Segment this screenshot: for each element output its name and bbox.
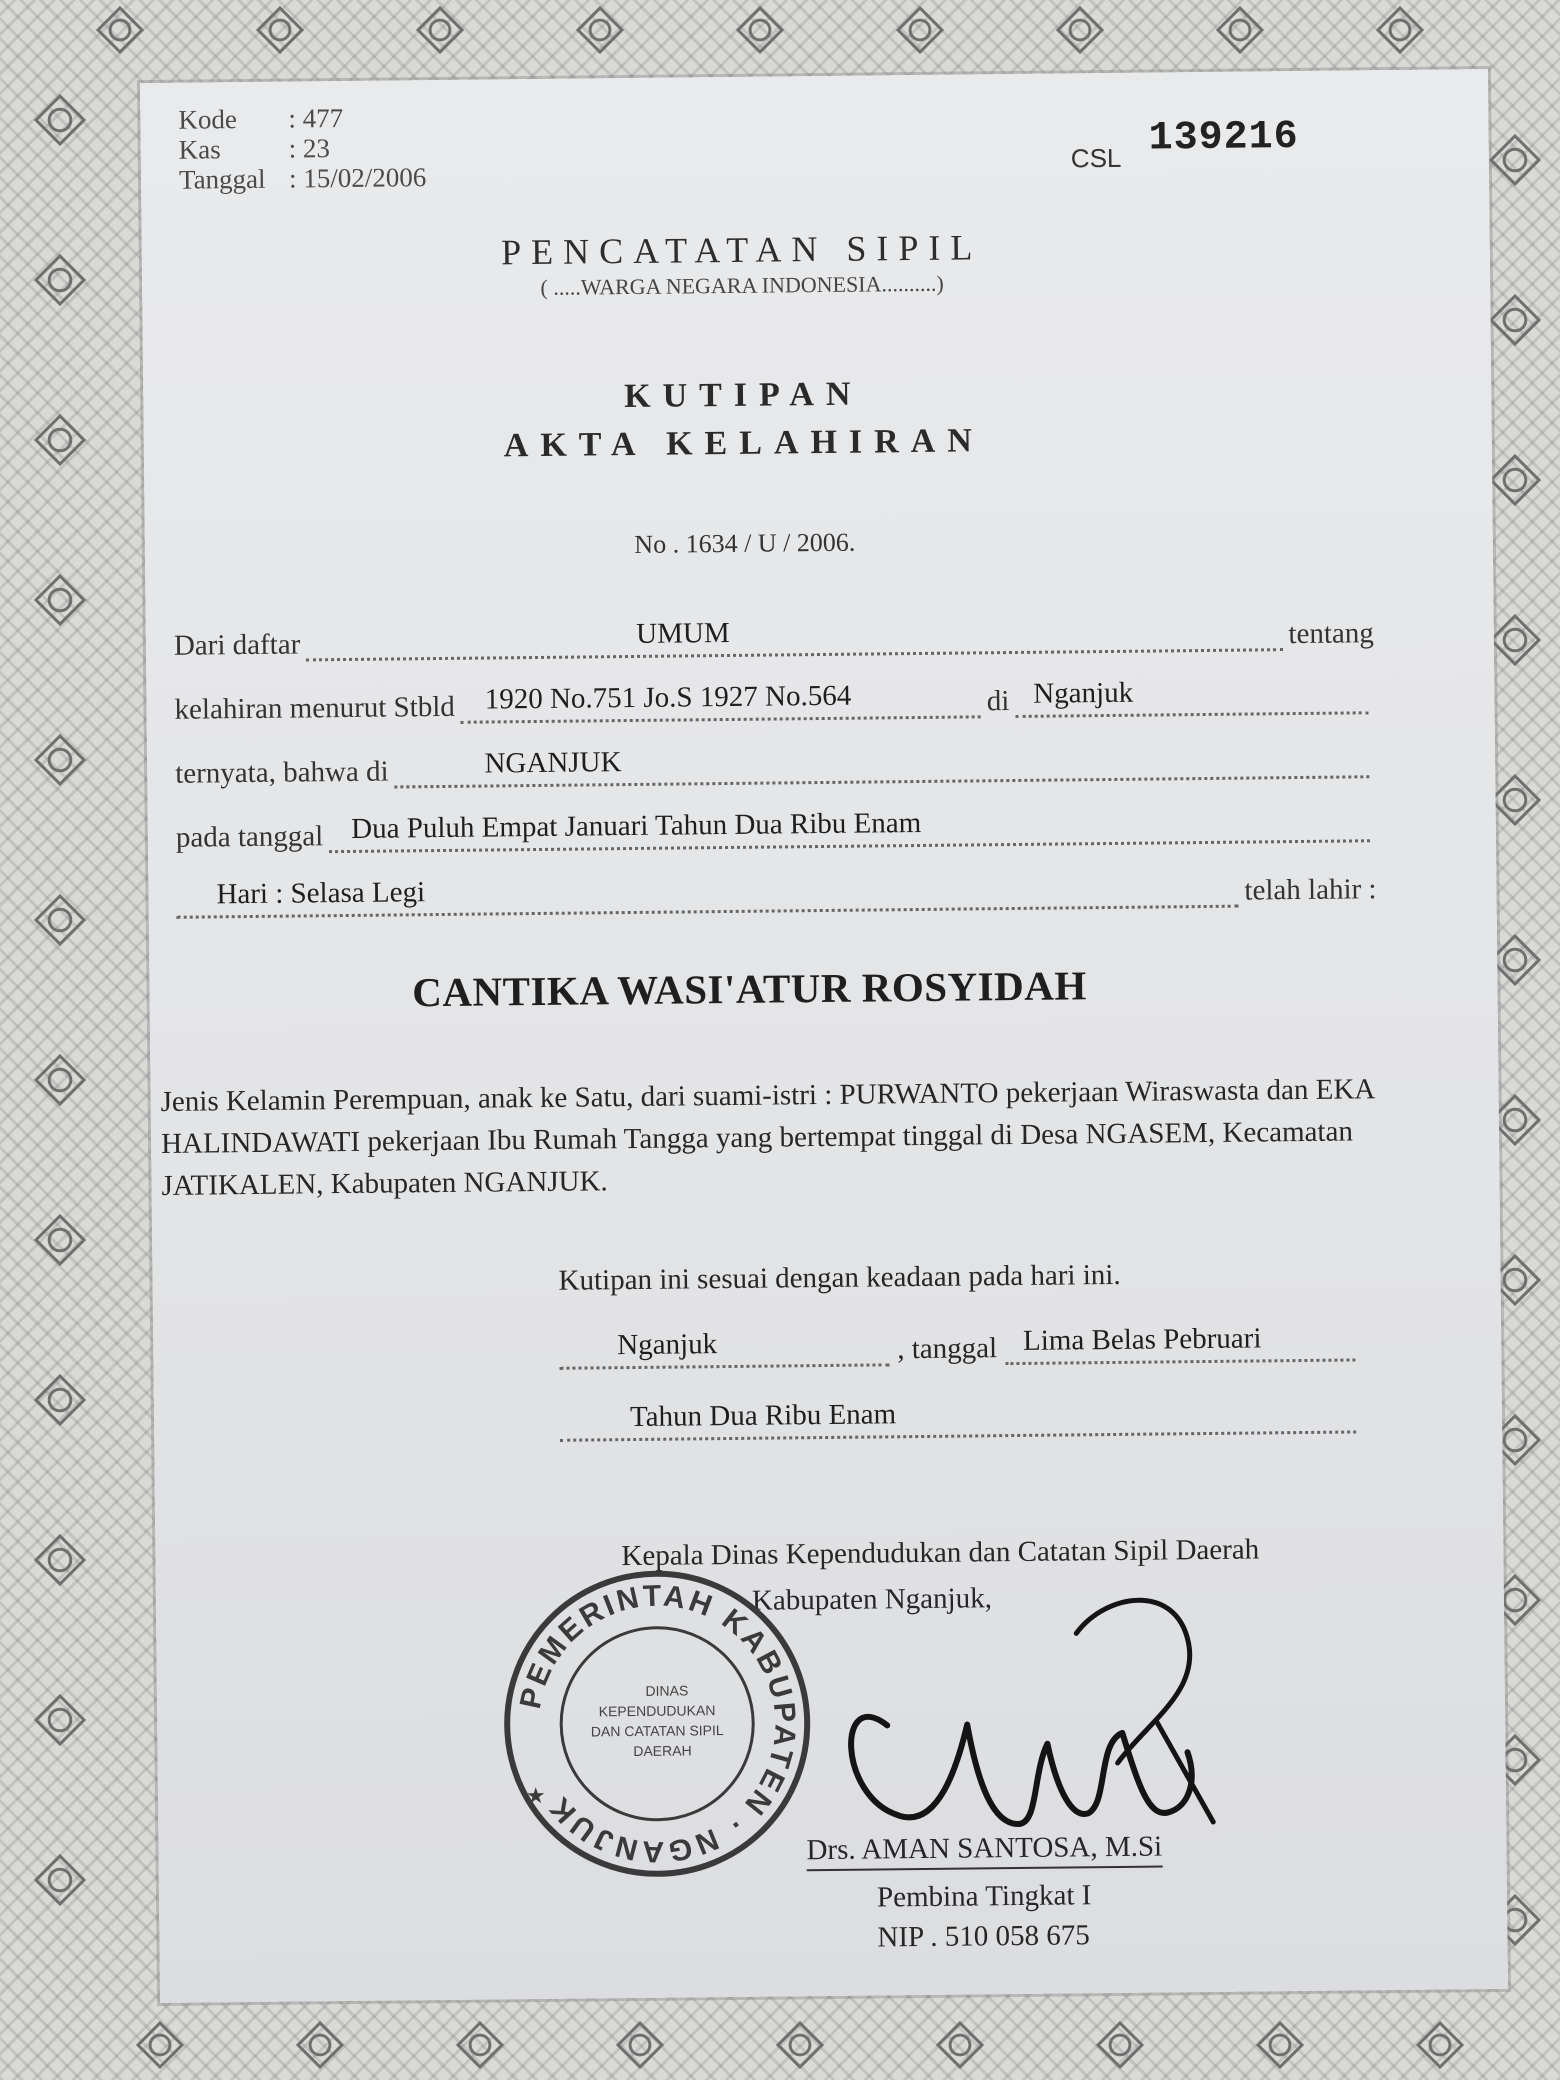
border-diamond-icon [458, 2023, 502, 2067]
border-diamond-core-icon [1070, 20, 1090, 40]
border-diamond-core-icon [1270, 2035, 1290, 2055]
issuance-place-date [559, 1324, 1355, 1369]
border-diamond-icon [618, 2023, 662, 2067]
border-diamond-core-icon [49, 429, 71, 451]
border-diamond-icon [36, 1856, 84, 1904]
border-diamond-icon [1491, 616, 1539, 664]
issuance-year [560, 1396, 1356, 1441]
border-diamond-core-icon [49, 1549, 71, 1571]
hari-value: Hari : Selasa Legi [216, 876, 426, 911]
border-diamond-core-icon [1504, 1749, 1526, 1771]
field-ternyata [175, 738, 1375, 791]
border-diamond-icon [578, 8, 622, 52]
border-diamond-icon [36, 1536, 84, 1584]
di-dotline [1015, 676, 1369, 718]
border-diamond-icon [1058, 8, 1102, 52]
certificate-panel [140, 69, 1508, 2003]
kode-label: Kode [178, 104, 238, 135]
border-diamond-core-icon [49, 909, 71, 931]
kas-label: Kas [178, 134, 221, 165]
stbld-value: 1920 No.751 Jo.S 1927 No.564 [484, 679, 852, 716]
border-diamond-core-icon [950, 2035, 970, 2055]
office-line-1: Kepala Dinas Kependudukan dan Catatan Sipil Daerah [621, 1533, 1260, 1573]
border-diamond-icon [778, 2023, 822, 2067]
border-diamond-core-icon [790, 2035, 810, 2055]
border-diamond-core-icon [1504, 469, 1526, 491]
issuance-date: Lima Belas Pebruari [1022, 1322, 1262, 1357]
official-stamp-icon [496, 1562, 819, 1885]
stamp-inner-2: KEPENDUDUKAN [598, 1702, 716, 1720]
svg-text:★: ★ [525, 1782, 546, 1809]
border-diamond-core-icon [470, 2035, 490, 2055]
hari-dotline [176, 873, 1238, 919]
csl-label: CSL [1070, 142, 1122, 174]
stamp-inner-4: DAERAH [633, 1742, 692, 1760]
border-diamond-icon [1491, 296, 1539, 344]
office-line-2: Kabupaten Nganjuk, [751, 1582, 993, 1617]
border-diamond-core-icon [1504, 1269, 1526, 1291]
border-diamond-icon [418, 8, 462, 52]
handwritten-signature-icon [816, 1572, 1239, 1876]
tanggal-lahir-dotline [329, 807, 1370, 853]
stamp-inner-3: DAN CATATAN SIPIL [590, 1722, 724, 1740]
daftar-value: UMUM [636, 616, 730, 650]
border-diamond-core-icon [49, 749, 71, 771]
border-diamond-core-icon [910, 20, 930, 40]
border-diamond-core-icon [49, 109, 71, 131]
border-diamond-icon [36, 96, 84, 144]
agency-subtitle: ( .....WARGA NEGARA INDONESIA..........) [540, 270, 944, 300]
border-diamond-core-icon [49, 1389, 71, 1411]
border-diamond-icon [1418, 2023, 1462, 2067]
stbld-label: kelahiran menurut Stbld [174, 690, 455, 726]
border-diamond-core-icon [750, 20, 770, 40]
issuance-place: Nganjuk [617, 1328, 718, 1362]
document-number: No . 1634 / U / 2006. [634, 527, 856, 559]
stbld-dotline [461, 679, 981, 723]
tanggal-lahir-value: Dua Puluh Empat Januari Tahun Dua Ribu Enam [350, 806, 922, 845]
daftar-dotline [306, 616, 1283, 661]
border-diamond-core-icon [1390, 20, 1410, 40]
border-diamond-icon [1491, 136, 1539, 184]
border-diamond-icon [298, 2023, 342, 2067]
agency-title: PENCATATAN SIPIL [500, 227, 983, 273]
ternyata-label: ternyata, bahwa di [175, 755, 389, 790]
doc-title-kutipan: KUTIPAN [623, 375, 863, 416]
border-diamond-core-icon [1504, 629, 1526, 651]
border-diamond-icon [1098, 2023, 1142, 2067]
border-diamond-core-icon [1504, 1109, 1526, 1131]
border-diamond-core-icon [1504, 1429, 1526, 1451]
stamp-ring-text: PEMERINTAH KABUPATEN · NGANJUK [514, 1579, 802, 1869]
border-diamond-core-icon [1430, 2035, 1450, 2055]
tanggal-value: : 15/02/2006 [288, 162, 427, 194]
child-name: CANTIKA WASI'ATUR ROSYIDAH [412, 962, 1087, 1016]
border-diamond-icon [738, 8, 782, 52]
issuance-year-value: Tahun Dua Ribu Enam [629, 1398, 897, 1434]
border-diamond-icon [36, 1216, 84, 1264]
issuance-date-label: , tanggal [897, 1332, 998, 1366]
border-diamond-icon [1491, 456, 1539, 504]
border-diamond-core-icon [49, 589, 71, 611]
border-diamond-icon [36, 576, 84, 624]
border-diamond-icon [36, 736, 84, 784]
border-diamond-icon [1378, 8, 1422, 52]
hari-tail: telah lahir : [1244, 873, 1377, 907]
di-value: Nganjuk [1033, 676, 1134, 710]
border-diamond-icon [258, 8, 302, 52]
border-diamond-icon [1258, 2023, 1302, 2067]
border-diamond-icon [36, 416, 84, 464]
border-diamond-icon [36, 1376, 84, 1424]
place-dotline [559, 1329, 889, 1369]
daftar-tail: tentang [1288, 617, 1374, 651]
ternyata-dotline [394, 743, 1369, 788]
border-diamond-core-icon [1504, 789, 1526, 811]
border-diamond-icon [1491, 936, 1539, 984]
border-diamond-icon [36, 1056, 84, 1104]
tanggal-label: Tanggal [178, 163, 266, 195]
border-diamond-core-icon [430, 20, 450, 40]
official-name: Drs. AMAN SANTOSA, M.Si [806, 1831, 1162, 1872]
stamp-inner-1: DINAS [645, 1682, 689, 1699]
tanggal-lahir-label: pada tanggal [175, 820, 324, 854]
year-dotline [560, 1396, 1356, 1441]
birth-description: Jenis Kelamin Perempuan, anak ke Satu, dari suami-istri : PURWANTO pekerjaan Wiraswasta dan EKA HALINDAWATI pekerjaan Ibu Rumah Tangga yang bertempat tinggal di Desa NGASEM, Kecamatan JATIKALEN, Kabupaten NGANJUK. [160, 1073, 1374, 1202]
field-daftar [174, 610, 1374, 663]
field-stbld [174, 674, 1374, 727]
daftar-label: Dari daftar [173, 628, 301, 662]
border-diamond-core-icon [110, 20, 130, 40]
border-diamond-core-icon [49, 1709, 71, 1731]
border-diamond-core-icon [310, 2035, 330, 2055]
border-diamond-icon [36, 256, 84, 304]
border-diamond-core-icon [1504, 149, 1526, 171]
border-diamond-icon [1218, 8, 1262, 52]
di-label: di [986, 685, 1010, 718]
kas-value: : 23 [288, 133, 331, 164]
ternyata-value: NGANJUK [484, 746, 622, 780]
border-diamond-icon [98, 8, 142, 52]
issuance-statement: Kutipan ini sesuai dengan keadaan pada hari ini. [558, 1258, 1121, 1297]
border-diamond-core-icon [590, 20, 610, 40]
border-diamond-core-icon [150, 2035, 170, 2055]
border-diamond-core-icon [1504, 1589, 1526, 1611]
border-diamond-core-icon [630, 2035, 650, 2055]
doc-title-akta: AKTA KELAHIRAN [503, 422, 984, 465]
border-diamond-core-icon [49, 269, 71, 291]
csl-number: 139216 [1148, 114, 1299, 162]
kode-value: : 477 [288, 102, 344, 134]
border-diamond-core-icon [1110, 2035, 1130, 2055]
border-diamond-core-icon [1230, 20, 1250, 40]
border-diamond-core-icon [49, 1229, 71, 1251]
official-rank: Pembina Tingkat I [876, 1879, 1092, 1914]
border-diamond-icon [138, 2023, 182, 2067]
date-dotline [1005, 1324, 1356, 1365]
border-diamond-core-icon [270, 20, 290, 40]
border-diamond-icon [36, 896, 84, 944]
border-diamond-core-icon [1504, 309, 1526, 331]
border-diamond-core-icon [49, 1869, 71, 1891]
border-diamond-core-icon [1504, 949, 1526, 971]
border-diamond-icon [1491, 776, 1539, 824]
border-diamond-icon [898, 8, 942, 52]
official-nip: NIP . 510 058 675 [877, 1919, 1091, 1954]
border-diamond-core-icon [49, 1069, 71, 1091]
border-diamond-icon [36, 1696, 84, 1744]
border-diamond-core-icon [1504, 1909, 1526, 1931]
field-hari [176, 866, 1376, 919]
field-tanggal-lahir [176, 802, 1376, 855]
border-diamond-icon [938, 2023, 982, 2067]
